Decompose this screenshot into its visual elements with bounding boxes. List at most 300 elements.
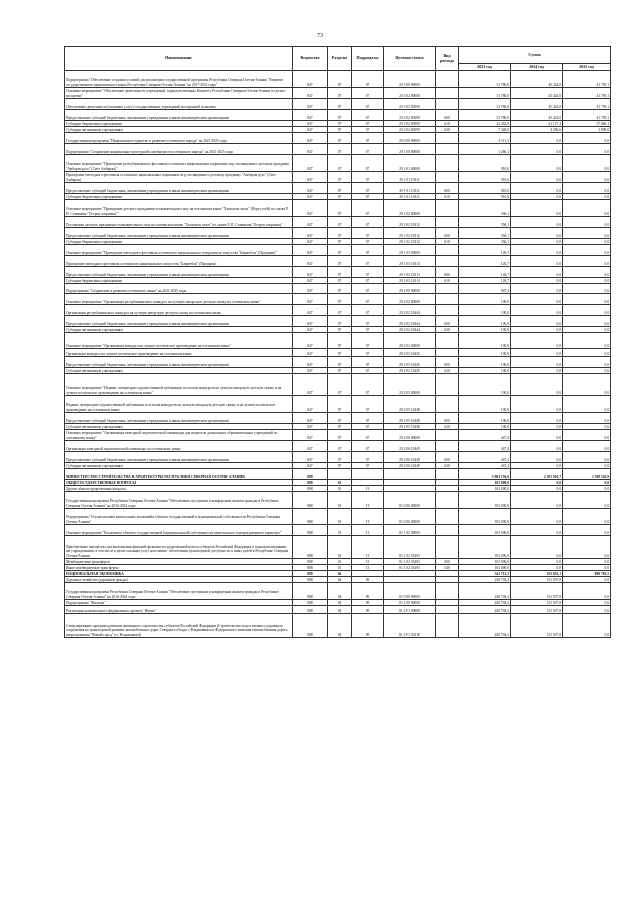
cell-expense-type: 600 [436,357,459,368]
cell-expense-type: 600 [436,452,459,463]
cell-sum-2023: 103 000,0 [459,565,511,571]
cell-sum-2024: 0,0 [511,228,563,239]
cell-ministry: 847 [293,396,328,413]
cell-sum-2023: 7 328,0 [459,127,511,133]
cell-sum-2025: 0,0 [563,294,611,305]
cell-sum-2024: 45 424,0 [511,99,563,110]
cell-name: Основное мероприятие "Организация конкурса на лучшее поэтическое произведение на осетинском языке" [65,333,293,349]
cell-subsection: 07 [352,121,384,127]
cell-ministry: 888 [293,565,328,571]
cell-name: Предоставление субсидий бюджетным, автономным учреждениям и иным некоммерческим организациям [65,316,293,327]
cell-sum-2025: 0,0 [563,267,611,278]
cell-expense-type [436,88,459,99]
cell-ministry: 847 [293,413,328,424]
cell-sum-2024: 0,0 [511,463,563,469]
cell-target: 01 0 00 00000 [384,509,436,525]
cell-sum-2025: 0,0 [563,228,611,239]
cell-name: Субсидии бюджетным учреждениям [65,239,293,245]
cell-sum-2023: 103 000,0 [459,492,511,509]
cell-sum-2024: 0,0 [511,368,563,374]
cell-expense-type [436,509,459,525]
cell-name: Субсидии автономным учреждениям [65,424,293,430]
cell-target: 29 1 00 00000 [384,144,436,155]
cell-sum-2025: 0,0 [563,600,611,606]
cell-ministry: 847 [293,228,328,239]
cell-section: 01 [328,486,352,492]
cell-sum-2023: 100,0 [459,396,511,413]
cell-subsection: 07 [352,267,384,278]
cell-subsection: 13 [352,486,384,492]
cell-name: Субсидии автономным учреждениям [65,327,293,333]
cell-subsection: 09 [352,583,384,600]
cell-name: Издание литературно-художественной публикации по итогам конкурсов на лучшую авторскую детскую сказку и на лучшее поэтическое произведение на осетинском языке [65,396,293,413]
cell-target: 25 3 02 00000 [384,88,436,99]
cell-subsection: 07 [352,228,384,239]
cell-target: 29 2 03 10445 [384,368,436,374]
table-row [65,525,611,536]
cell-target: 01 1 02 53493 [384,565,436,571]
table-row [65,284,611,294]
cell-sum-2024: 0,0 [511,256,563,267]
cell-expense-type [436,294,459,305]
cell-sum-2024: 311 037,8 [511,600,563,606]
cell-name: МИНИСТЕРСТВО СТРОИТЕЛЬСТВА И АРХИТЕКТУРЫ РЕСПУБЛИКИ СЕВЕРНАЯ ОСЕТИЯ-АЛАНИЯ [65,469,293,480]
cell-target: 29 1 02 10312 [384,239,436,245]
cell-name: Государственная программа "Национальное единство и развитие осетинского народа" на 2021-2025 годы [65,133,293,144]
cell-sum-2025: 0,0 [563,374,611,396]
cell-name: Государственная программа Республики Северная Осетия-Алания "Обеспечение доступным и комфортным жильем граждан в Республике Северная Осетия-Алания" на 2016-2024 годы [65,492,293,509]
cell-sum-2025: 1 308 145,9 [563,469,611,480]
table-row [65,509,611,525]
cell-name: Предоставление субсидий бюджетным, автономным учреждениям и иным некоммерческим организациям [65,357,293,368]
cell-section: 07 [328,278,352,284]
table-row [65,430,611,441]
cell-section: 07 [328,121,352,127]
cell-section: 07 [328,368,352,374]
cell-expense-type [436,133,459,144]
cell-sum-2025: 41 759,1 [563,110,611,121]
cell-sum-2023: 100,0 [459,424,511,430]
cell-target: 29 1 01 10311 [384,172,436,183]
cell-sum-2024: 0,0 [511,217,563,228]
cell-sum-2025: 0,0 [563,316,611,327]
cell-expense-type: 610 [436,121,459,127]
cell-sum-2023: 100,0 [459,327,511,333]
cell-subsection [352,469,384,480]
cell-target: 29 2 05 10448 [384,396,436,413]
cell-ministry: 847 [293,349,328,357]
cell-expense-type [436,256,459,267]
cell-sum-2023: 447,4 [459,452,511,463]
cell-ministry: 847 [293,172,328,183]
cell-expense-type [436,525,459,536]
cell-target [384,469,436,480]
header-ministry: Ведомство [293,47,328,71]
cell-subsection: 07 [352,278,384,284]
cell-sum-2023: 5 963 156,0 [459,469,511,480]
cell-target: 29 2 02 10444 [384,316,436,327]
table-row [65,144,611,155]
cell-section: 07 [328,441,352,452]
cell-section: 07 [328,374,352,396]
cell-sum-2024: 0,0 [511,424,563,430]
cell-expense-type [436,245,459,256]
table-row [65,172,611,183]
cell-sum-2024: 355 653,1 [511,571,563,577]
cell-section: 01 [328,536,352,559]
cell-ministry: 888 [293,486,328,492]
cell-section: 07 [328,284,352,294]
cell-name: Субсидии бюджетным учреждениям [65,194,293,200]
table-row [65,183,611,194]
cell-subsection: 07 [352,99,384,110]
cell-sum-2025: 0,0 [563,217,611,228]
cell-name: Подпрограмма "Жилище" [65,600,293,606]
cell-name: Основное мероприятие "Проведение ежегодного фестиваля осетинского национального театрального искусства "Бæрæгбон" (Праздник)" [65,245,293,256]
cell-sum-2025: 3 899,0 [563,127,611,133]
cell-sum-2025: 0,0 [563,245,611,256]
cell-ministry: 847 [293,245,328,256]
cell-sum-2024: 0,0 [511,172,563,183]
cell-ministry: 847 [293,357,328,368]
cell-section: 07 [328,430,352,441]
cell-expense-type [436,374,459,396]
cell-expense-type: 620 [436,327,459,333]
cell-sum-2025: 0,0 [563,565,611,571]
cell-expense-type: 620 [436,463,459,469]
cell-ministry: 847 [293,127,328,133]
cell-name: Приобретение имущества для выполнения функций органами государственной власти субъектов Российской Федерации и подведомственными им учреждениями, в том числе в целях оказания услуг населению, обеспечения транспортной доступности и иных целей в Республике Северная Осетия-Алания [65,536,293,559]
cell-section: 07 [328,305,352,316]
cell-name: Организация ежегодной педагогической олимпиады по осетинскому языку [65,441,293,452]
cell-expense-type: 600 [436,267,459,278]
cell-ministry: 847 [293,368,328,374]
table-row [65,374,611,396]
cell-sum-2023: 126,7 [459,278,511,284]
cell-ministry: 847 [293,267,328,278]
cell-name: Предоставление субсидий бюджетным, автономным учреждениям и иным некоммерческим организациям [65,267,293,278]
cell-ministry: 847 [293,316,328,327]
cell-sum-2025: 0,0 [563,327,611,333]
cell-sum-2023: 1 266,1 [459,144,511,155]
cell-subsection: 07 [352,183,384,194]
cell-expense-type [436,492,459,509]
cell-sum-2024: 0,0 [511,239,563,245]
table-row [65,200,611,217]
table-row [65,452,611,463]
cell-ministry: 847 [293,88,328,99]
cell-target: 01 1 02 53493 [384,536,436,559]
cell-sum-2024: 0,0 [511,305,563,316]
cell-subsection: 07 [352,305,384,316]
cell-section: 07 [328,88,352,99]
cell-sum-2023: 910,0 [459,194,511,200]
cell-target: 29 2 06 10449 [384,441,436,452]
cell-sum-2023: 31 780,0 [459,71,511,88]
cell-sum-2023: 103 000,0 [459,559,511,565]
cell-section: 07 [328,133,352,144]
cell-name: Субсидии бюджетным учреждениям [65,278,293,284]
table-row [65,492,611,509]
cell-name: Субсидии бюджетным учреждениям [65,121,293,127]
cell-section: 07 [328,245,352,256]
cell-expense-type: 600 [436,316,459,327]
cell-subsection: 07 [352,127,384,133]
cell-sum-2024: 0,0 [511,294,563,305]
cell-expense-type [436,200,459,217]
cell-subsection: 07 [352,413,384,424]
cell-sum-2023: 31 780,0 [459,99,511,110]
cell-subsection: 07 [352,200,384,217]
cell-section: 07 [328,452,352,463]
cell-subsection: 07 [352,396,384,413]
table-row [65,583,611,600]
cell-subsection: 07 [352,294,384,305]
cell-section: 04 [328,583,352,600]
cell-sum-2024: 0,0 [511,278,563,284]
cell-sum-2025: 0,0 [563,278,611,284]
cell-expense-type [436,217,459,228]
cell-ministry: 847 [293,278,328,284]
cell-name: Субсидии автономным учреждениям [65,127,293,133]
cell-name: Основное мероприятие "Проведение детского празднично-познавательного шоу на осетинском языке "Хъазуыты хъазт" (Игра гусей) по сказке Р. П. Ставинова "Остров сокровищ"" [65,200,293,217]
cell-sum-2025: 37 860,1 [563,121,611,127]
cell-expense-type [436,333,459,349]
cell-sum-2023: 126,7 [459,267,511,278]
cell-sum-2024: 0,0 [511,536,563,559]
cell-section: 04 [328,600,352,606]
cell-ministry: 847 [293,144,328,155]
cell-target: 25 3 02 00590 [384,99,436,110]
cell-section: 07 [328,463,352,469]
table-row [65,256,611,267]
cell-subsection: 07 [352,333,384,349]
cell-sum-2024: 0,0 [511,480,563,486]
cell-name: Организация конкурса на лучшее поэтическое произведение на осетинском языке [65,349,293,357]
cell-subsection: 07 [352,245,384,256]
cell-name: Основное мероприятие "Организация ежегодной педагогической олимпиады для педагогов дошкольных образовательных учреждений по осетинскому языку" [65,430,293,441]
cell-target: 29 1 01 10311 [384,194,436,200]
cell-subsection: 07 [352,316,384,327]
cell-sum-2025: 0,0 [563,430,611,441]
cell-section: 07 [328,217,352,228]
table-row [65,305,611,316]
table-row [65,357,611,368]
cell-expense-type: 600 [436,110,459,121]
cell-sum-2025: 0,0 [563,413,611,424]
cell-section: 07 [328,316,352,327]
cell-subsection: 07 [352,172,384,183]
cell-section: 04 [328,606,352,614]
header-section: Разделы [328,47,352,71]
cell-sum-2025: 0,0 [563,284,611,294]
cell-target: 01 0 00 00000 [384,583,436,600]
cell-sum-2025: 0,0 [563,368,611,374]
cell-target: 29 2 03 00000 [384,333,436,349]
cell-section: 07 [328,357,352,368]
cell-name: Предоставление субсидий бюджетным, автономным учреждениям и иным некоммерческим организациям [65,452,293,463]
cell-sum-2023: 103 000,0 [459,525,511,536]
cell-ministry: 847 [293,194,328,200]
cell-subsection: 07 [352,430,384,441]
cell-target: 29 2 06 00000 [384,430,436,441]
table-row [65,217,611,228]
cell-subsection: 07 [352,217,384,228]
cell-expense-type: 600 [436,183,459,194]
cell-name: Подпрограмма "Осуществление капитальных вложений в объекты государственной и муниципальной собственности Республики Северная Осетия-Алания" [65,509,293,525]
cell-sum-2025: 0,0 [563,480,611,486]
cell-section: 07 [328,99,352,110]
cell-subsection: 07 [352,327,384,333]
cell-sum-2025: 0,0 [563,333,611,349]
cell-sum-2025: 0,0 [563,559,611,565]
cell-expense-type: 540 [436,565,459,571]
cell-sum-2023: 103 000,0 [459,536,511,559]
header-target: Целевая статья [384,47,436,71]
cell-target: 29 2 05 10448 [384,424,436,430]
cell-section: 04 [328,571,352,577]
cell-ministry: 847 [293,333,328,349]
cell-target: 25 3 00 00000 [384,71,436,88]
cell-section: 07 [328,239,352,245]
cell-name: Межбюджетные трансферты [65,559,293,565]
cell-sum-2024: 0,0 [511,452,563,463]
table-row [65,396,611,413]
cell-sum-2023: 31 780,0 [459,110,511,121]
cell-ministry: 847 [293,71,328,88]
cell-name: Основное мероприятие "Организация республиканского конкурса на лучшую авторскую детскую сказку на осетинском языке" [65,294,293,305]
cell-sum-2025: 0,0 [563,486,611,492]
cell-sum-2025: 0,0 [563,463,611,469]
cell-sum-2025: 0,0 [563,614,611,638]
cell-subsection: 07 [352,463,384,469]
cell-name: Стимулирование программ развития жилищного строительства субъектов Российской Федерации (Строительство искусственного дорожного сооружения на транспортной развязке автомобильных дорог Северного обхода г. Владикавказа и Федерального значения (автомобильная дорога непрограммная "Новый город" в г. Владикавказ)) [65,614,293,638]
cell-ministry: 847 [293,374,328,396]
cell-subsection: 07 [352,284,384,294]
cell-sum-2024: 0,0 [511,492,563,509]
cell-sum-2023: 100,0 [459,368,511,374]
cell-sum-2025: 0,0 [563,144,611,155]
table-row [65,110,611,121]
cell-sum-2024: 45 424,0 [511,110,563,121]
table-row [65,294,611,305]
cell-sum-2025: 0,0 [563,536,611,559]
cell-name: Предоставление субсидий бюджетным, автономным учреждениям и иным некоммерческим организациям [65,110,293,121]
cell-name: Субсидии автономным учреждениям [65,368,293,374]
cell-subsection: 13 [352,492,384,509]
cell-target: 29 1 02 10312 [384,228,436,239]
cell-target: 29 1 03 10313 [384,256,436,267]
cell-ministry: 888 [293,469,328,480]
cell-expense-type [436,155,459,172]
cell-section: 01 [328,509,352,525]
cell-name: Государственная программа Республики Северная Осетия-Алания "Обеспечение доступным и комфортным жильем граждан в Республике Северная Осетия-Алания" на 2016-2024 годы [65,583,293,600]
cell-sum-2023: 100,0 [459,305,511,316]
table-row [65,316,611,327]
cell-section: 07 [328,183,352,194]
cell-sum-2025: 0,0 [563,424,611,430]
cell-ministry: 888 [293,600,328,606]
cell-ministry: 847 [293,217,328,228]
cell-sum-2023: 100,0 [459,333,511,349]
cell-sum-2023: 240 704,2 [459,614,511,638]
cell-expense-type: 600 [436,228,459,239]
cell-target: 29 1 01 10311 [384,183,436,194]
table-row [65,99,611,110]
cell-subsection: 07 [352,441,384,452]
cell-name: Дорожное хозяйство (дорожные фонды) [65,577,293,583]
cell-subsection: 07 [352,144,384,155]
cell-ministry: 888 [293,606,328,614]
header-year-2025: 2025 год [563,64,611,71]
page-number: 73 [317,33,323,39]
cell-sum-2023: 100,0 [459,413,511,424]
cell-name: Основное мероприятие "Проведение республиканского фестиваля осетинских национальных подвижных игр, посвященного детскому празднику "Амбарзы рухс" (Свет Амбарзы)" [65,155,293,172]
cell-name: Предоставление субсидий бюджетным, автономным учреждениям и иным некоммерческим организациям [65,228,293,239]
cell-ministry: 847 [293,430,328,441]
cell-sum-2023: 100,0 [459,349,511,357]
table-row [65,333,611,349]
cell-section: 07 [328,333,352,349]
cell-subsection: 13 [352,565,384,571]
cell-sum-2023: 103 000,0 [459,509,511,525]
cell-section: 07 [328,267,352,278]
cell-name: НАЦИОНАЛЬНАЯ ЭКОНОМИКА [65,571,293,577]
cell-name: Субсидии автономным учреждениям [65,463,293,469]
cell-target: 01 2 F1 00000 [384,606,436,614]
cell-target: 29 2 03 10445 [384,357,436,368]
cell-ministry: 847 [293,256,328,267]
cell-name: Другие общегосударственные вопросы [65,486,293,492]
cell-subsection: 09 [352,606,384,614]
cell-expense-type: 610 [436,194,459,200]
cell-expense-type: 620 [436,127,459,133]
cell-sum-2023: 126,7 [459,245,511,256]
cell-ministry: 888 [293,577,328,583]
cell-sum-2024: 41 127,4 [511,121,563,127]
cell-name: Подпрограмма "Сохранение и развитие осетинского языка" на 2021-2025 годы [65,284,293,294]
cell-sum-2025: 0,0 [563,606,611,614]
cell-subsection: 13 [352,536,384,559]
cell-section: 01 [328,559,352,565]
cell-sum-2025: 0,0 [563,256,611,267]
cell-expense-type [436,71,459,88]
cell-ministry: 847 [293,99,328,110]
cell-sum-2023: 3 113,3 [459,133,511,144]
cell-section: 01 [328,525,352,536]
header-expense-type: Вид расхода [436,47,459,71]
cell-section: 07 [328,256,352,267]
cell-ministry: 847 [293,441,328,452]
cell-target: 25 3 02 00590 [384,121,436,127]
table-body [65,71,611,638]
cell-sum-2025: 0,0 [563,441,611,452]
cell-name: Предоставление субсидий бюджетным, автономным учреждениям и иным некоммерческим организациям [65,413,293,424]
cell-section: 07 [328,71,352,88]
cell-sum-2024: 4 296,6 [511,127,563,133]
cell-name: Подпрограмма "Сохранение национально-культурной самобытности осетинского народа" на 2021-2025 годы [65,144,293,155]
table-row [65,228,611,239]
cell-target: 29 0 00 00000 [384,133,436,144]
cell-sum-2024: 0,0 [511,486,563,492]
cell-ministry: 888 [293,525,328,536]
cell-section: 04 [328,614,352,638]
cell-ministry: 847 [293,183,328,194]
cell-ministry: 888 [293,480,328,486]
cell-subsection: 07 [352,357,384,368]
cell-sum-2023: 356,1 [459,217,511,228]
cell-sum-2023: 24 452,0 [459,121,511,127]
